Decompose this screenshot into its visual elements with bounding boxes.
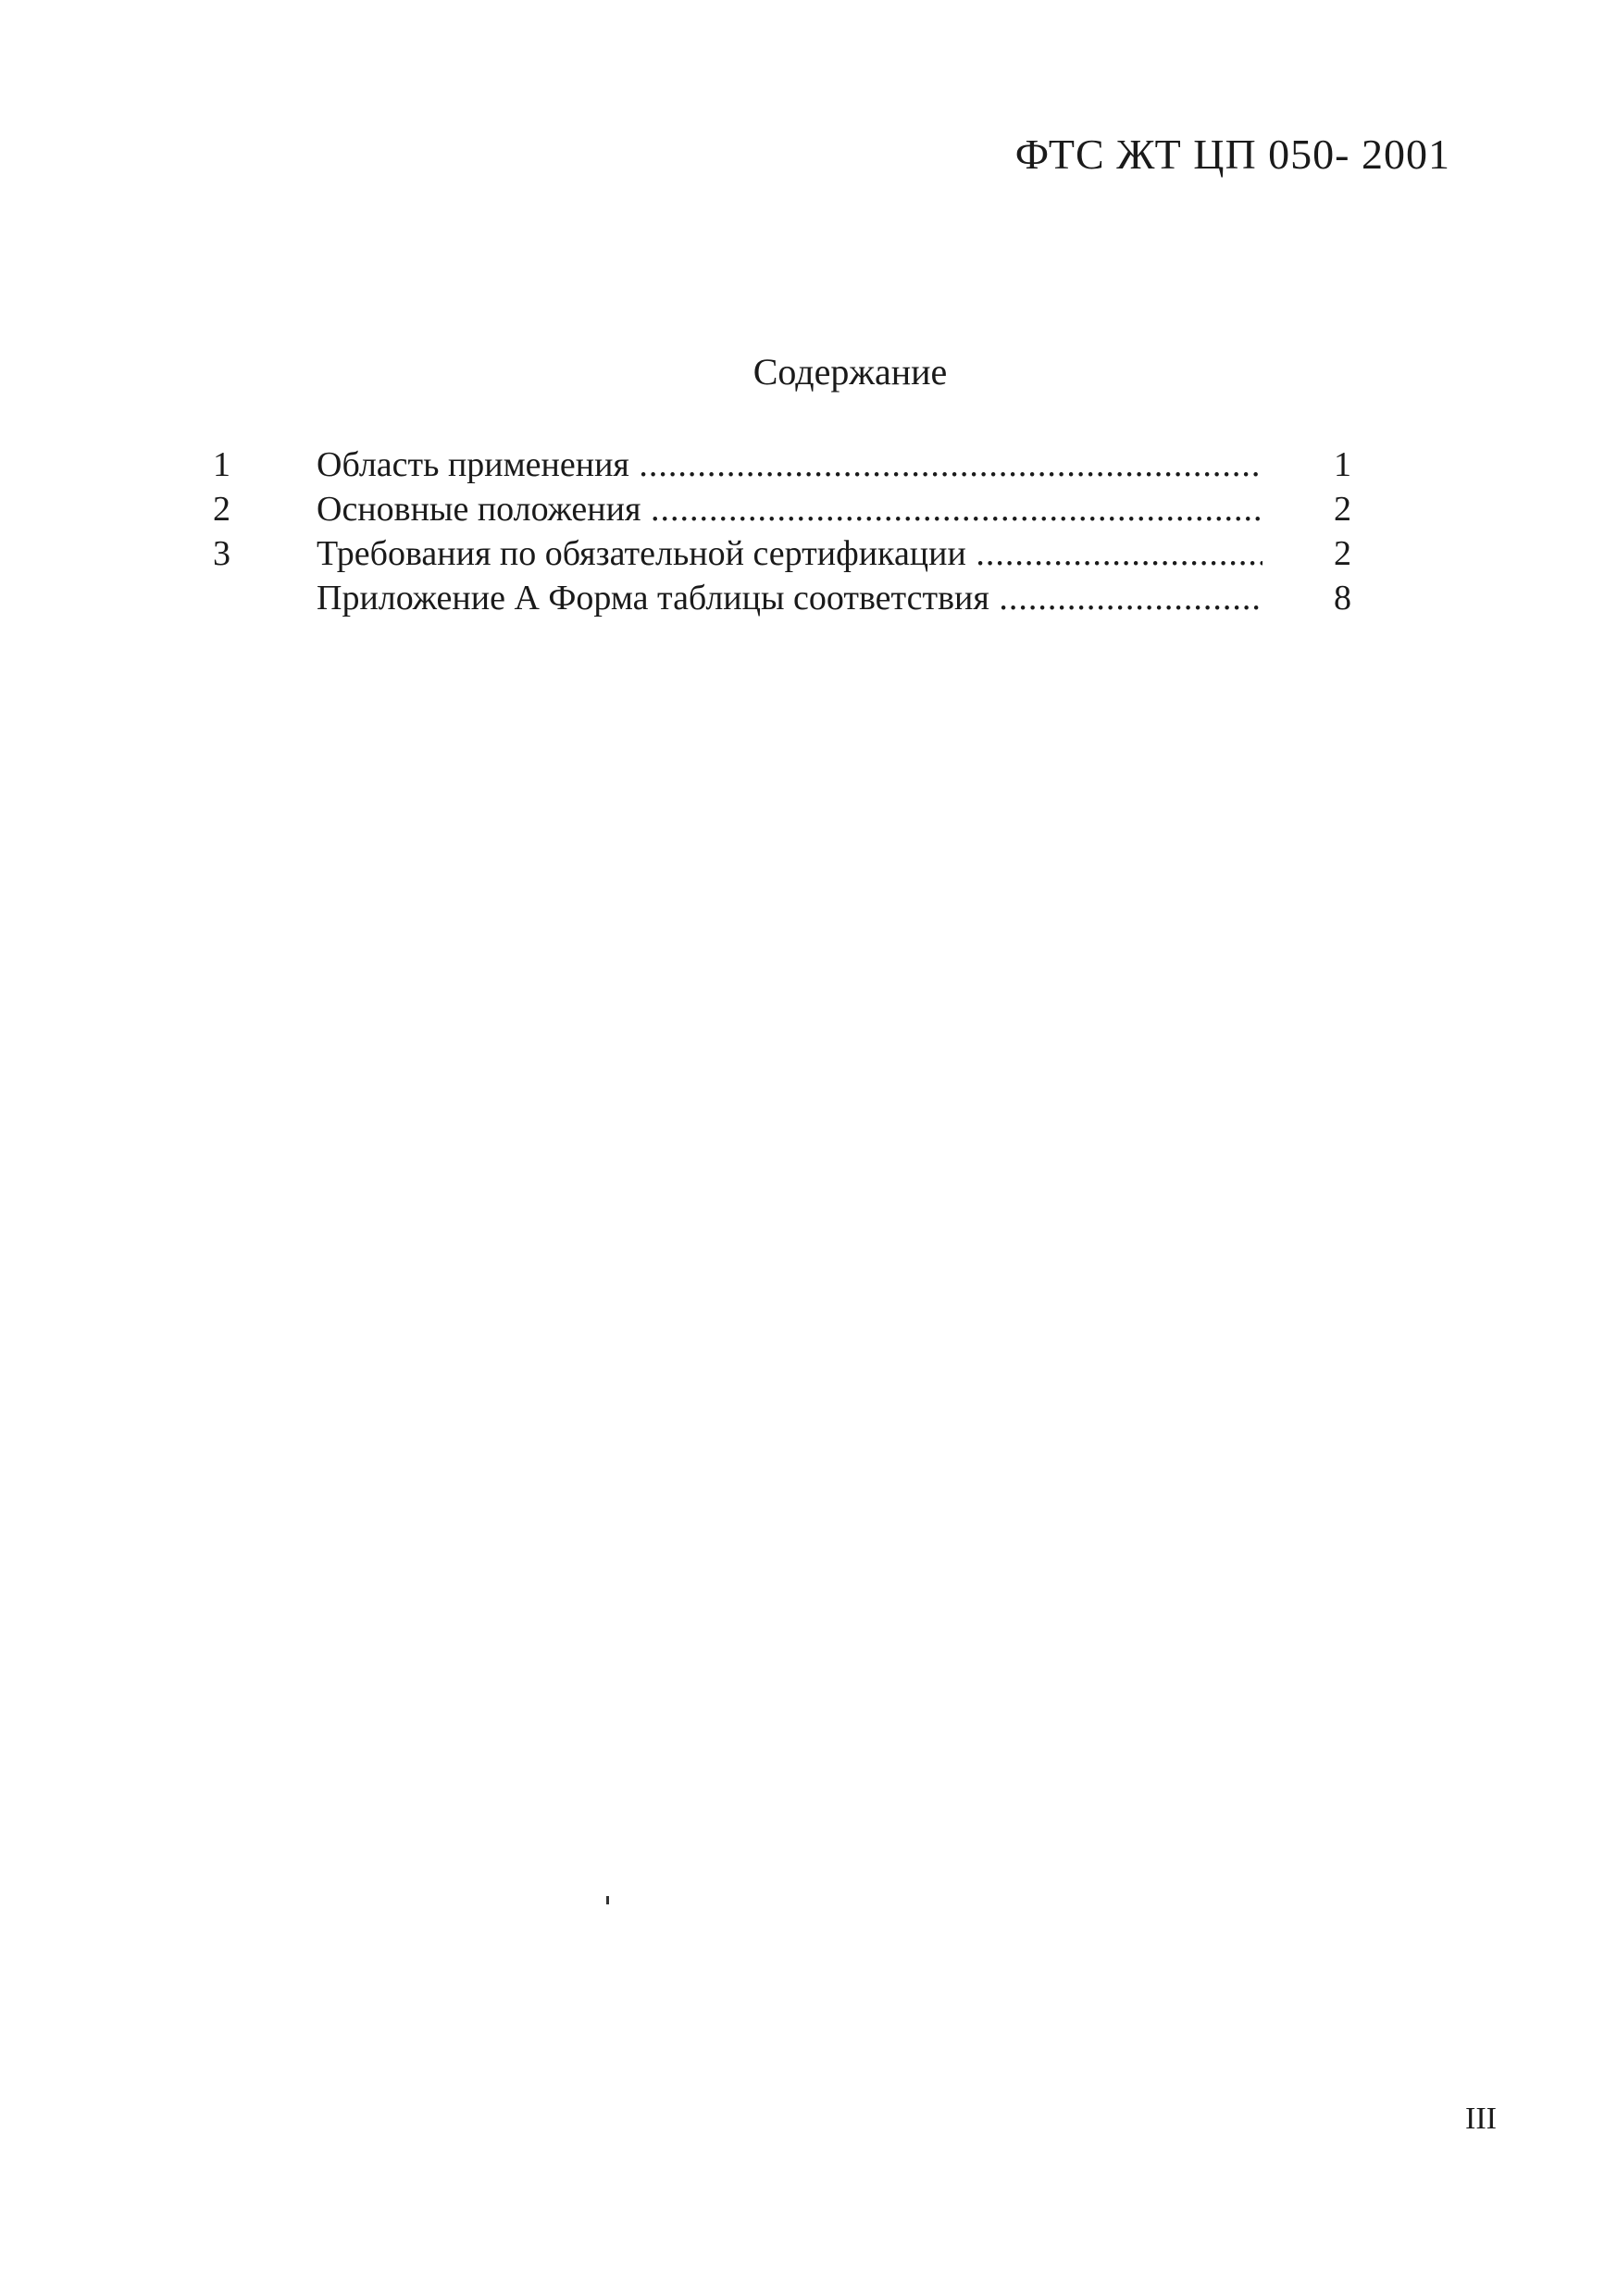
toc-entry-label: Требования по обязательной сертификации ..... [317,531,1263,576]
page-number: III [1465,2102,1497,2136]
toc-title: Содержание [753,351,948,393]
toc-entry-number: 3 [213,534,230,573]
toc-entry-page: 1 [1334,445,1351,484]
toc-entry-number: 1 [213,445,230,484]
toc-entry-page: 2 [1334,534,1351,573]
toc-entry-label: Приложение А Форма таблицы соответствия ..... [317,576,1263,620]
toc-entry-number: 2 [213,490,230,529]
document-code: ФТС ЖТ ЦП 050- 2001 [1014,131,1450,178]
toc-entry[interactable] [213,443,1351,487]
toc-entry[interactable] [213,576,1351,620]
table-of-contents [213,443,1351,620]
toc-entry[interactable] [213,531,1351,576]
toc-entry[interactable] [213,487,1351,531]
scan-speck [606,1896,609,1904]
toc-entry-page: 8 [1334,579,1351,618]
toc-entry-label: Область применения ..... [317,443,1263,487]
toc-entry-label: Основные положения ..... [317,487,1263,531]
toc-entry-page: 2 [1334,490,1351,529]
